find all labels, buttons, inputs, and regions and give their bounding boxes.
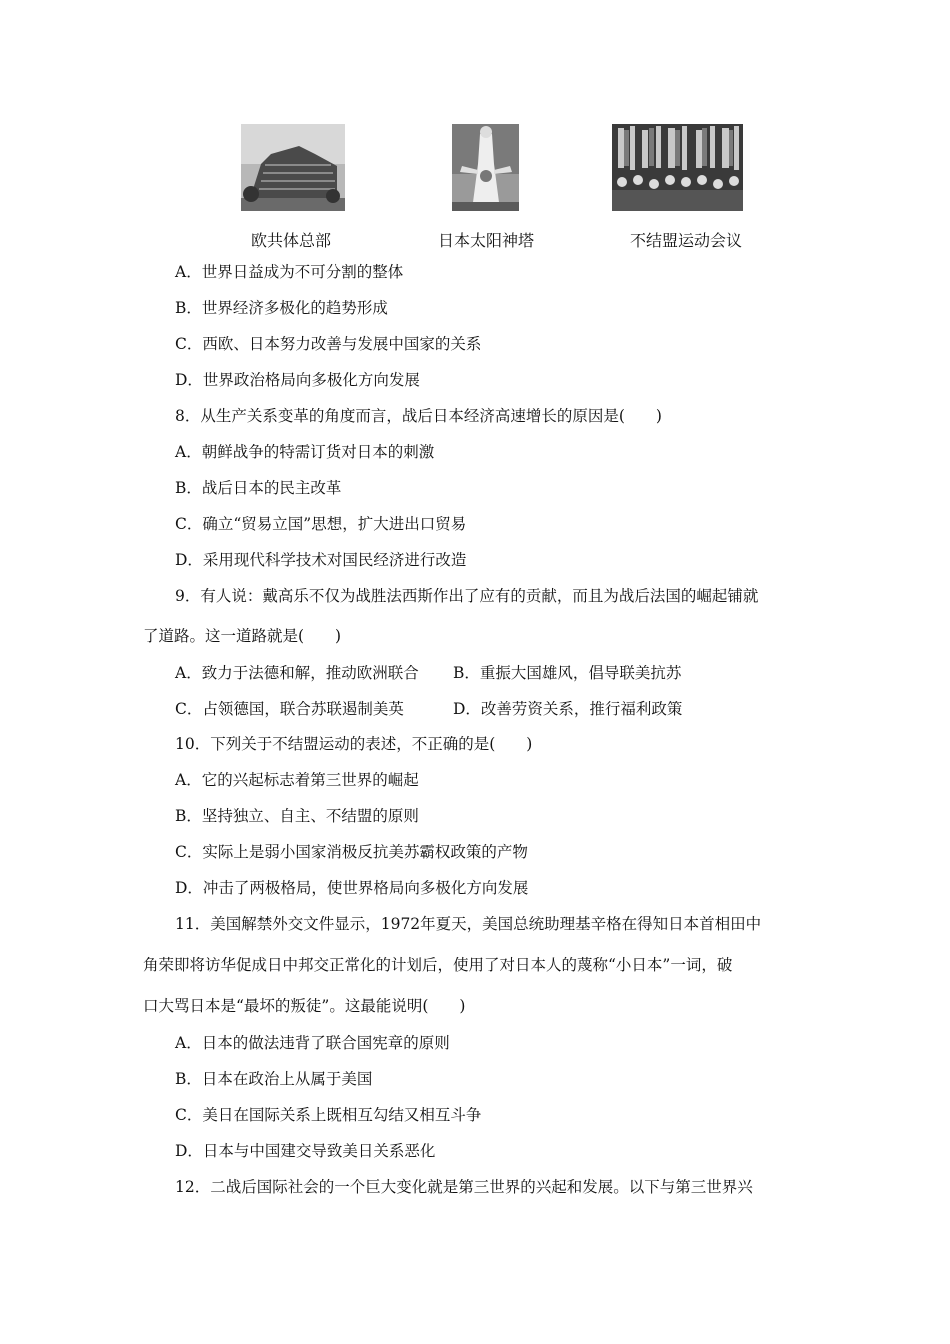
q10-option-c: C．实际上是弱小国家消极反抗美苏霸权政策的产物	[175, 843, 528, 861]
building-photo	[241, 124, 345, 211]
q8-option-b: B．战后日本的民主改革	[175, 479, 342, 497]
q8-option-d: D．采用现代科学技术对国民经济进行改造	[175, 551, 467, 569]
q7-option-b: B．世界经济多极化的趋势形成	[175, 299, 388, 317]
figure-caption-2: 日本太阳神塔	[438, 231, 535, 250]
q7-option-d: D．世界政治格局向多极化方向发展	[175, 371, 420, 389]
q8-option-a: A．朝鲜战争的特需订货对日本的刺激	[175, 443, 435, 461]
q12-stem-line1: 12．二战后国际社会的一个巨大变化就是第三世界的兴起和发展。以下与第三世界兴	[175, 1178, 753, 1196]
q7-option-c: C．西欧、日本努力改善与发展中国家的关系	[175, 335, 482, 353]
q11-option-d: D．日本与中国建交导致美日关系恶化	[175, 1142, 436, 1160]
q9-stem-line2: 了道路。这一道路就是( )	[143, 627, 342, 645]
q10-stem: 10．下列关于不结盟运动的表述，不正确的是( )	[175, 735, 533, 753]
q9-options-row2	[0, 699, 950, 719]
q8-stem: 8．从生产关系变革的角度而言，战后日本经济高速增长的原因是( )	[175, 407, 662, 425]
q8-option-c: C．确立“贸易立国”思想，扩大进出口贸易	[175, 515, 467, 533]
q11-option-a: A．日本的做法违背了联合国宪章的原则	[175, 1034, 450, 1052]
q9-option-b: B．重振大国雄风，倡导联美抗苏	[453, 664, 682, 682]
q9-options-row1	[0, 663, 950, 683]
q10-option-b: B．坚持独立、自主、不结盟的原则	[175, 807, 419, 825]
q10-option-a: A．它的兴起标志着第三世界的崛起	[175, 771, 419, 789]
q7-option-a: A．世界日益成为不可分割的整体	[175, 263, 404, 281]
figure-caption-3: 不结盟运动会议	[630, 231, 743, 250]
q11-option-c: C．美日在国际关系上既相互勾结又相互斗争	[175, 1106, 482, 1124]
q10-option-d: D．冲击了两极格局，使世界格局向多极化方向发展	[175, 879, 529, 897]
conference-photo	[612, 124, 743, 211]
q11-stem-line1: 11．美国解禁外交文件显示，1972年夏天，美国总统助理基辛格在得知日本首相田中	[175, 915, 762, 933]
q9-option-c: C．占领德国，联合苏联遏制美英	[175, 700, 404, 718]
q9-option-d: D．改善劳资关系，推行福利政策	[453, 700, 683, 718]
figure-caption-1: 欧共体总部	[251, 231, 332, 250]
q9-option-a: A．致力于法德和解，推动欧洲联合	[175, 664, 419, 682]
q11-stem-line2: 角荣即将访华促成日中邦交正常化的计划后，使用了对日本人的蔑称“小日本”一词，破	[143, 956, 733, 974]
q11-stem-line3: 口大骂日本是“最坏的叛徒”。这最能说明( )	[143, 997, 466, 1015]
tower-photo	[452, 124, 519, 211]
q9-stem-line1: 9．有人说：戴高乐不仅为战胜法西斯作出了应有的贡献，而且为战后法国的崛起铺就	[175, 587, 759, 605]
q11-option-b: B．日本在政治上从属于美国	[175, 1070, 373, 1088]
